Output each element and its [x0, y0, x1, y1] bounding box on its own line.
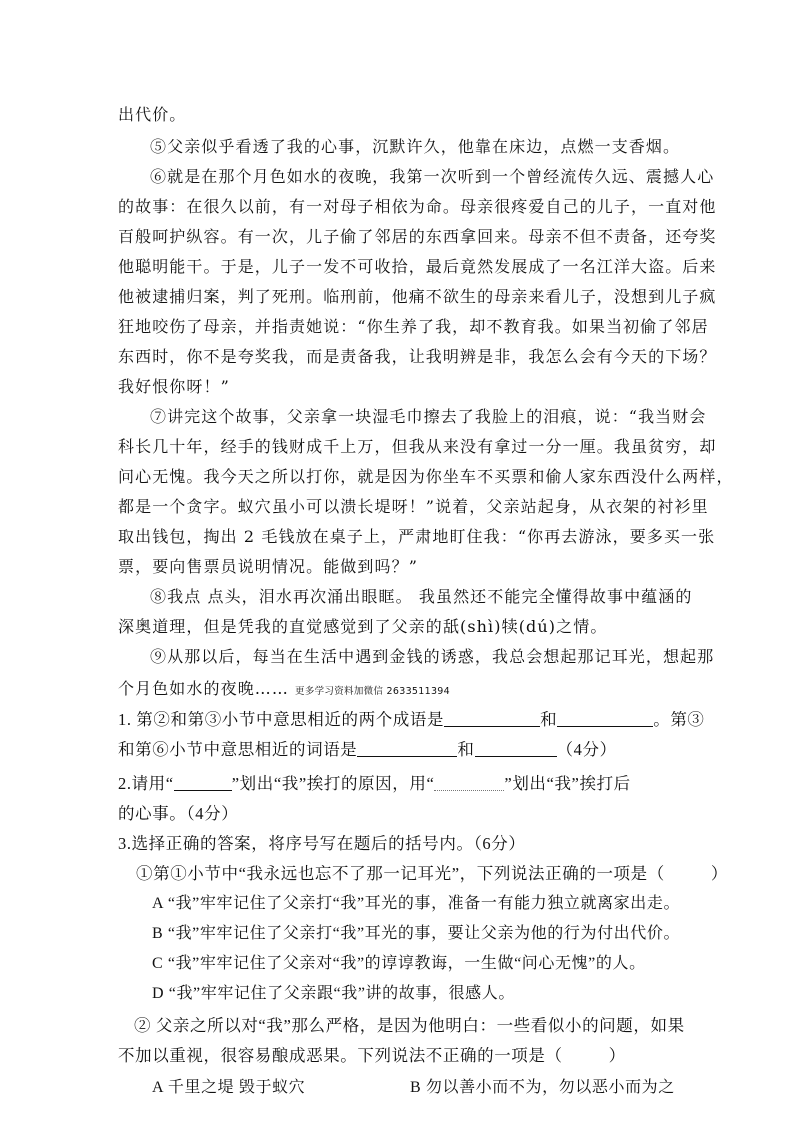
option-c: C “我”牢牢记住了父亲对“我”的谆谆教诲，一生做“问心无愧”的人。 [152, 955, 646, 972]
question-1-line-2: 和第⑥小节中意思相近的词语是 和 （4分） [118, 740, 617, 759]
paragraph-6-line: 百般呵护纵容。有一次，儿子偷了邻居的东西拿回来。母亲不但不责备，还夸奖 [118, 227, 717, 246]
paragraph-6-line: 我好恨你呀！” [118, 377, 230, 396]
question-3-title: 3.选择正确的答案，将序号写在题后的括号内。（6分） [118, 834, 526, 853]
paragraph-6-line: 的故事：在很久以前，有一对母子相依为命。母亲很疼爱自己的儿子，一直对他 [118, 197, 717, 216]
question-3-1: ①第①小节中“我永远也忘不了那一记耳光”，下列说法正确的一项是（ ） [136, 864, 728, 883]
underline-sample-wavy [434, 776, 504, 791]
option-3-2-b: B 勿以善小而不为，勿以恶小而为之 [410, 1079, 675, 1096]
paragraph-9-text: 个月色如水的夜晚…… [118, 679, 290, 698]
paragraph-7-line: 问心无愧。我今天之所以打你，就是因为你坐车不买票和偷人家东西没什么两样， [118, 467, 734, 486]
answer-blank[interactable] [557, 712, 653, 727]
paragraph-6-line: 他聪明能干。于是，儿子一发不可收拾，最后竟然发展成了一名江洋大盗。后来 [118, 257, 717, 276]
paragraph-8-line: ⑧我点 点头，泪水再次涌出眼眶。 我虽然还不能完全懂得故事中蕴涵的 [150, 587, 693, 606]
paragraph-9-line: ⑨从那以后，每当在生活中遇到金钱的诱惑，我总会想起那记耳光，想起那 [150, 647, 715, 666]
answer-blank[interactable] [475, 742, 557, 757]
paragraph-5: ⑤父亲似乎看透了我的心事，沉默许久，他靠在床边，点燃一支香烟。 [150, 137, 681, 156]
paragraph-7-line: 取出钱包，掏出 2 毛钱放在桌子上，严肃地盯住我：“你再去游泳，要多买一张 [118, 527, 716, 546]
paragraph-6-line: 东西时，你不是夸奖我，而是责备我，让我明辨是非，我怎么会有今天的下场？ [118, 347, 717, 366]
paragraph-7-line: 票，要向售票员说明情况。能做到吗？” [118, 557, 418, 576]
paragraph-9-line [118, 676, 450, 699]
question-3-2-line-2: 不加以重视，很容易酿成恶果。下列说法不正确的一项是（ ） [118, 1046, 626, 1065]
paragraph-7-line: 科长几十年，经手的钱财成千上万，但我从来没有拿过一分一厘。我虽贫穷，却 [118, 437, 717, 456]
option-3-2-a: A 千里之堤 毁于蚁穴 [152, 1079, 306, 1096]
wechat-note: 更多学习资料加微信 2633511394 [295, 686, 450, 697]
option-a: A “我”牢牢记住了父亲打“我”耳光的事，准备一有能力独立就离家出走。 [152, 895, 681, 912]
passage-line: 出代价。 [118, 105, 187, 124]
question-1-line-1: 1. 第②和第③小节中意思相近的两个成语是 和 。第③ [118, 710, 705, 729]
paragraph-7-line: ⑦讲完这个故事，父亲拿一块湿毛巾擦去了我脸上的泪痕，说：“我当财会 [150, 407, 707, 426]
paragraph-6-line: 他被逮捕归案，判了死刑。临刑前，他痛不欲生的母亲来看儿子，没想到儿子疯 [118, 287, 717, 306]
answer-blank[interactable] [357, 742, 457, 757]
question-2-line-2: 的心事。（4分） [118, 804, 239, 823]
underline-sample-straight [174, 776, 232, 791]
paragraph-7-line: 都是一个贪字。蚁穴虽小可以溃长堤呀！”说着，父亲站起身，从衣架的衬衫里 [118, 497, 709, 516]
question-2-line-1: 2.请用“ ”划出“我”挨打的原因，用“ ”划出“我”挨打后 [118, 774, 631, 793]
paragraph-8-line: 深奥道理，但是凭我的直觉感觉到了父亲的舐(shì)犊(dú)之情。 [118, 617, 608, 636]
option-b: B “我”牢牢记住了父亲打“我”耳光的事，要让父亲为他的行为付出代价。 [152, 925, 681, 942]
question-3-2-line-1: ② 父亲之所以对“我”那么严格，是因为他明白：一些看似小的问题，如果 [134, 1016, 685, 1035]
answer-blank[interactable] [444, 712, 540, 727]
option-d: D “我”牢牢记住了父亲跟“我”讲的故事，很感人。 [152, 985, 515, 1002]
paragraph-6-line: 狂地咬伤了母亲，并指责她说：“你生养了我，却不教育我。如果当初偷了邻居 [118, 317, 709, 336]
paragraph-6-line: ⑥就是在那个月色如水的夜晚，我第一次听到一个曾经流传久远、震撼人心 [150, 167, 715, 186]
